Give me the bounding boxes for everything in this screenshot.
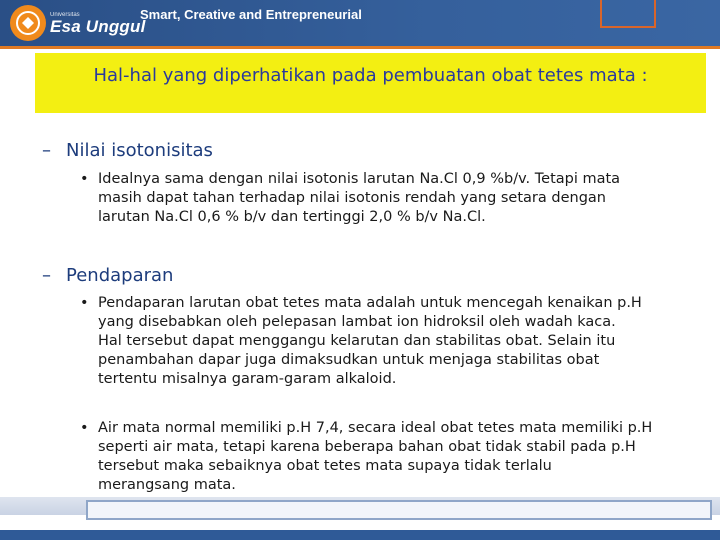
tagline: Smart, Creative and Entrepreneurial bbox=[140, 7, 362, 22]
university-logo bbox=[10, 3, 146, 43]
logo-subtitle: Universitas bbox=[50, 11, 80, 18]
section-heading-label: Nilai isotonisitas bbox=[66, 140, 213, 161]
bullet-text: Pendaparan larutan obat tetes mata adalah untuk mencegah kenaikan p.H yang disebabkan oleh pelepasan lambat ion hidroksil oleh wadah kaca. Hal tersebut dapat menggangu kelarutan dan stabilitas obat. Selain itu penambahan dapar juga dimaksudkan untuk menjaga stabilitas obat tertentu misalnya garam-garam alkaloid. bbox=[98, 295, 642, 387]
bullet-marker: • bbox=[80, 420, 89, 436]
section-heading-isotonisitas bbox=[42, 140, 213, 161]
bullet-item bbox=[80, 170, 620, 227]
bullet-item bbox=[80, 294, 642, 389]
bullet-item bbox=[80, 419, 652, 495]
logo-emblem-icon bbox=[10, 5, 46, 41]
header-frame-decoration bbox=[600, 0, 656, 28]
dash-marker: – bbox=[42, 265, 51, 286]
footer-strip bbox=[0, 530, 720, 540]
bullet-marker: • bbox=[80, 295, 89, 311]
footer-frame-decoration bbox=[86, 500, 712, 520]
bullet-text: Air mata normal memiliki p.H 7,4, secara ideal obat tetes mata memiliki p.H seperti air mata, tetapi karena beberapa bahan obat tidak stabil pada p.H tersebut maka sebaiknya obat tetes mata supaya tidak terlalu merangsang mata. bbox=[98, 420, 653, 493]
logo-name: Esa Unggul bbox=[50, 16, 146, 36]
slide-title: Hal-hal yang diperhatikan pada pembuatan obat tetes mata : bbox=[93, 65, 648, 86]
section-heading-label: Pendaparan bbox=[66, 265, 174, 286]
bullet-text: Idealnya sama dengan nilai isotonis larutan Na.Cl 0,9 %b/v. Tetapi mata masih dapat tahan terhadap nilai isotonis rendah yang setara dengan larutan Na.Cl 0,6 % b/v dan tertinggi 2,0 % b/v Na.Cl. bbox=[98, 171, 621, 225]
section-heading-pendaparan bbox=[42, 265, 173, 286]
dash-marker: – bbox=[42, 140, 51, 161]
slide-title-box bbox=[35, 53, 706, 113]
bullet-marker: • bbox=[80, 171, 89, 187]
header-bar bbox=[0, 0, 720, 46]
header-accent-rule bbox=[0, 46, 720, 49]
